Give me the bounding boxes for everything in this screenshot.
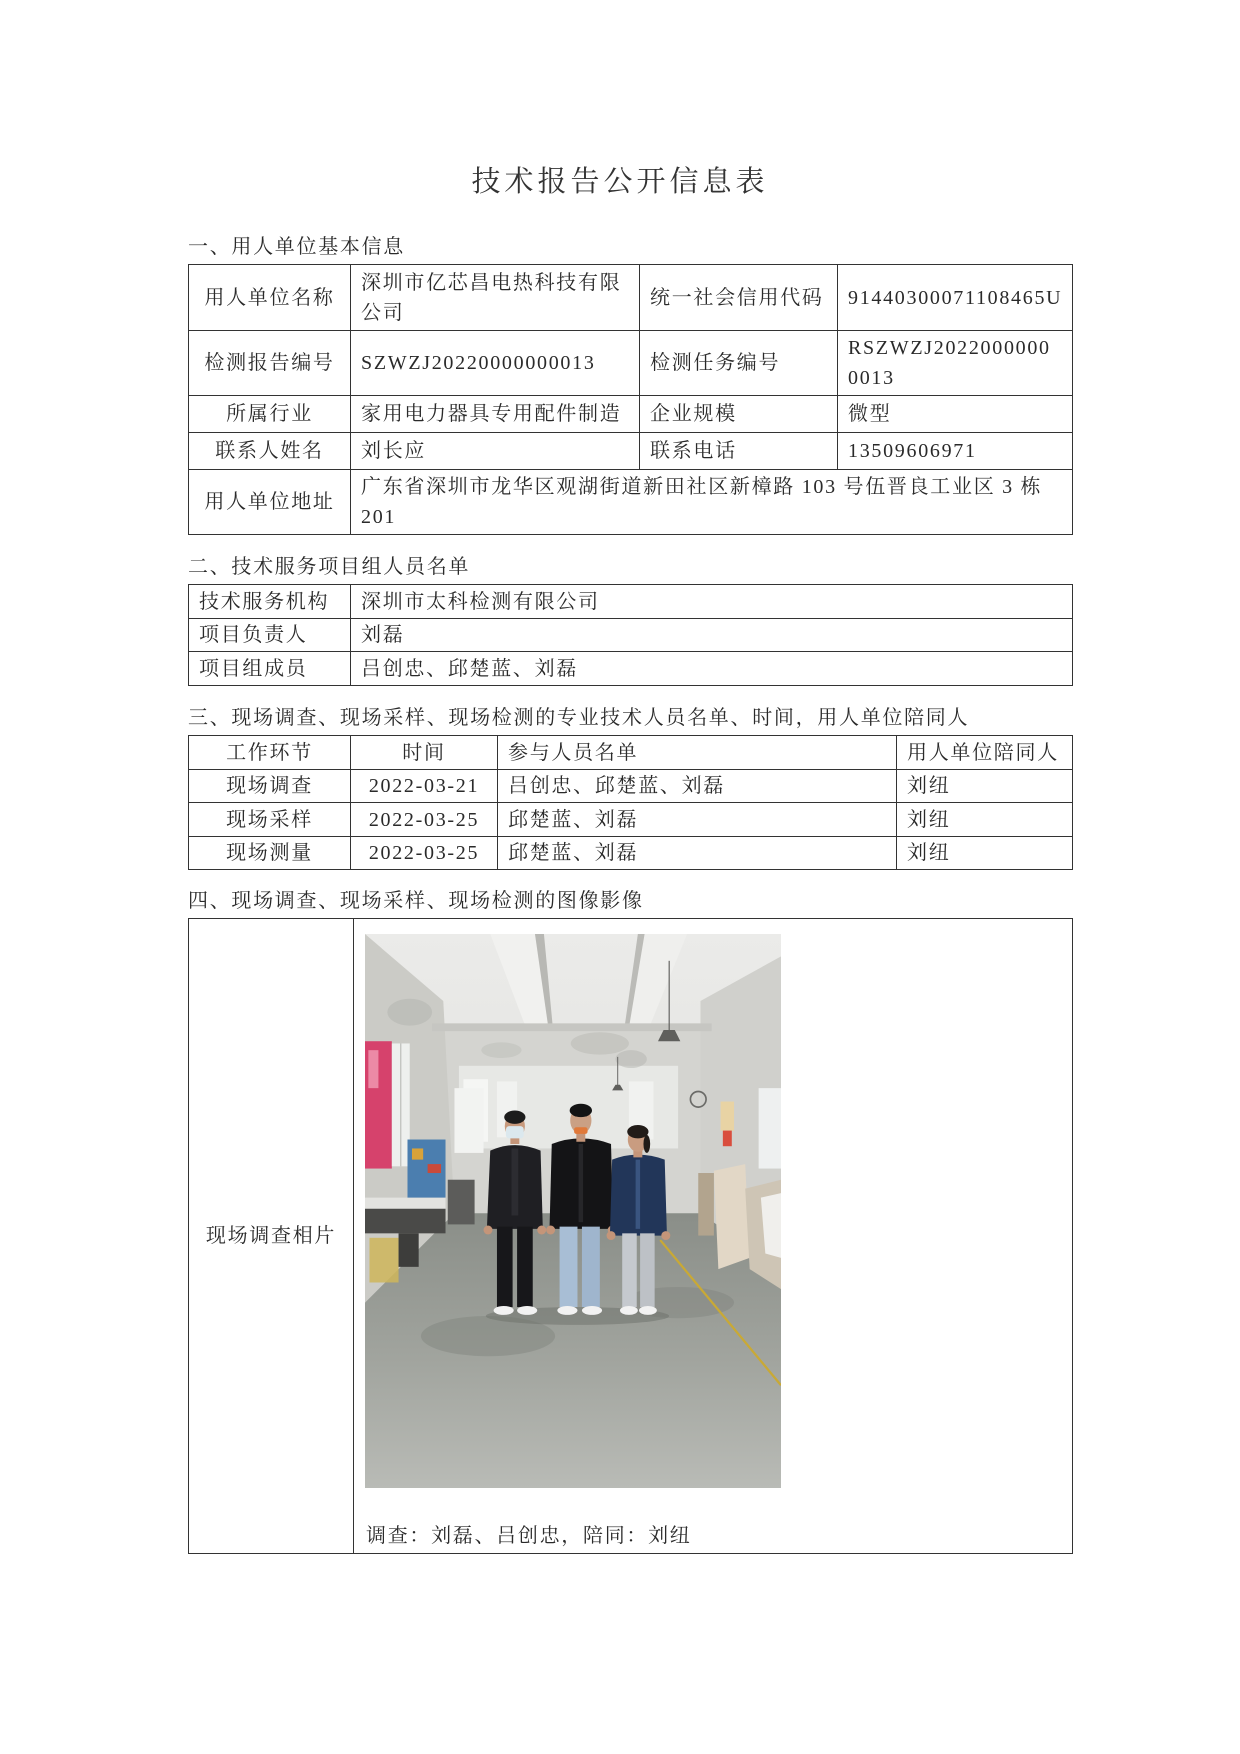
scale-label: 企业规模 xyxy=(640,396,838,433)
table-row xyxy=(189,652,1073,686)
team-members-label: 项目组成员 xyxy=(189,652,351,686)
header-date: 时间 xyxy=(351,736,498,770)
contact-label: 联系人姓名 xyxy=(189,433,351,470)
photo-area xyxy=(354,919,1072,1551)
header-stage: 工作环节 xyxy=(189,736,351,770)
unit-name-value: 深圳市亿芯昌电热科技有限公司 xyxy=(351,265,640,331)
team-members-value: 吕创忠、邱楚蓝、刘磊 xyxy=(351,652,1073,686)
project-team-table xyxy=(188,584,1073,686)
photo-cell xyxy=(354,919,1073,1554)
site-images-table xyxy=(188,918,1073,1554)
members-cell: 吕创忠、邱楚蓝、刘磊 xyxy=(498,770,897,803)
site-survey-photo-image xyxy=(365,934,781,1488)
site-survey-photo xyxy=(365,934,781,1488)
unit-name-label: 用人单位名称 xyxy=(189,265,351,331)
scale-value: 微型 xyxy=(838,396,1073,433)
photo-caption: 调查：刘磊、吕创忠，陪同：刘纽 xyxy=(366,1525,692,1547)
members-cell: 邱楚蓝、刘磊 xyxy=(498,803,897,837)
phone-value: 13509606971 xyxy=(838,433,1073,470)
workbench xyxy=(365,1209,446,1234)
section4-heading: 四、现场调查、现场采样、现场检测的图像影像 xyxy=(188,890,644,912)
stage-cell: 现场测量 xyxy=(189,837,351,870)
task-no-label: 检测任务编号 xyxy=(640,331,838,396)
stage-cell: 现场调查 xyxy=(189,770,351,803)
table-row xyxy=(189,470,1073,535)
table-row xyxy=(189,265,1073,331)
industry-value: 家用电力器具专用配件制造 xyxy=(351,396,640,433)
date-cell: 2022-03-25 xyxy=(351,803,498,837)
table-row xyxy=(189,770,1073,803)
escort-cell: 刘纽 xyxy=(897,837,1073,870)
credit-code-label: 统一社会信用代码 xyxy=(640,265,838,331)
project-lead-label: 项目负责人 xyxy=(189,619,351,652)
address-label: 用人单位地址 xyxy=(189,470,351,535)
date-cell: 2022-03-21 xyxy=(351,770,498,803)
section3-heading: 三、现场调查、现场采样、现场检测的专业技术人员名单、时间，用人单位陪同人 xyxy=(188,707,970,729)
table-row xyxy=(189,803,1073,837)
address-value: 广东省深圳市龙华区观湖街道新田社区新樟路 103 号伍晋良工业区 3 栋 201 xyxy=(351,470,1073,535)
industry-label: 所属行业 xyxy=(189,396,351,433)
table-row xyxy=(189,585,1073,619)
employer-info-table xyxy=(188,264,1073,535)
section2-heading: 二、技术服务项目组人员名单 xyxy=(188,556,471,578)
table-row xyxy=(189,396,1073,433)
task-no-value: RSZWZJ20220000000013 xyxy=(838,331,1073,396)
table-header-row xyxy=(189,736,1073,770)
stage-cell: 现场采样 xyxy=(189,803,351,837)
header-escort: 用人单位陪同人 xyxy=(897,736,1073,770)
credit-code-value: 91440300071108465U xyxy=(838,265,1073,331)
header-members: 参与人员名单 xyxy=(498,736,897,770)
table-row xyxy=(189,837,1073,870)
phone-label: 联系电话 xyxy=(640,433,838,470)
table-row xyxy=(189,619,1073,652)
section1-heading: 一、用人单位基本信息 xyxy=(188,236,405,258)
photo-label: 现场调查相片 xyxy=(189,919,354,1554)
service-org-label: 技术服务机构 xyxy=(189,585,351,619)
contact-value: 刘长应 xyxy=(351,433,640,470)
document-title: 技术报告公开信息表 xyxy=(471,166,769,198)
table-row xyxy=(189,919,1073,1554)
table-row xyxy=(189,433,1073,470)
escort-cell: 刘纽 xyxy=(897,770,1073,803)
board xyxy=(714,1164,750,1269)
escort-cell: 刘纽 xyxy=(897,803,1073,837)
members-cell: 邱楚蓝、刘磊 xyxy=(498,837,897,870)
report-no-value: SZWZJ20220000000013 xyxy=(351,331,640,396)
field-work-table xyxy=(188,735,1073,870)
date-cell: 2022-03-25 xyxy=(351,837,498,870)
service-org-value: 深圳市太科检测有限公司 xyxy=(351,585,1073,619)
project-lead-value: 刘磊 xyxy=(351,619,1073,652)
table-row xyxy=(189,331,1073,396)
report-no-label: 检测报告编号 xyxy=(189,331,351,396)
